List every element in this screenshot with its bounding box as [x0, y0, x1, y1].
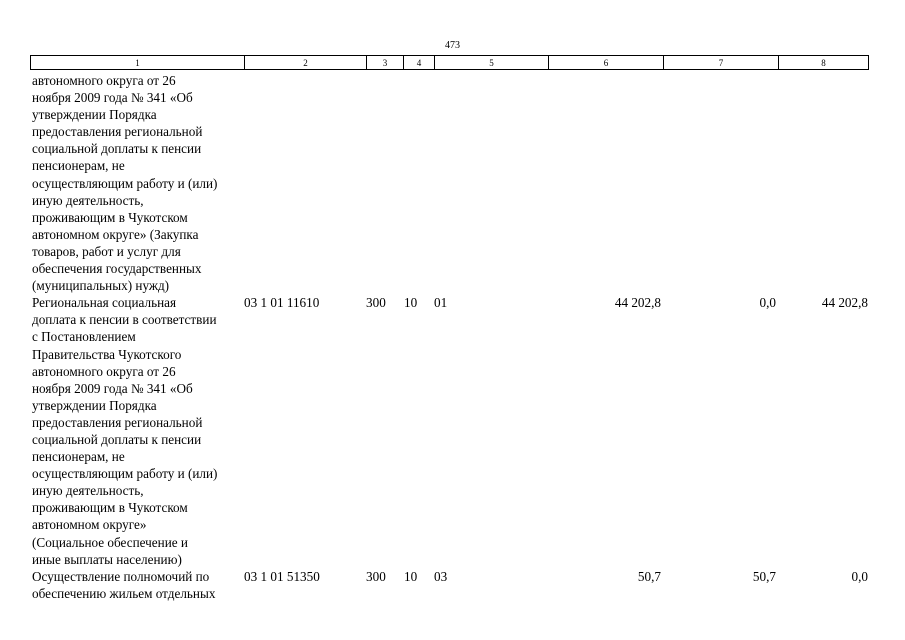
column-number: 1 — [31, 56, 245, 70]
amount-col7: 50,7 — [752, 568, 776, 584]
table-row — [30, 294, 870, 568]
budget-code: 03 1 01 11610 — [244, 295, 320, 311]
description-line: (муниципальных) нужд) — [32, 278, 170, 294]
description-line: Осуществление полномочий по — [32, 568, 210, 584]
description-line: автономном округе» (Закупка — [32, 226, 199, 242]
section-code: 10 — [404, 568, 418, 584]
description-line: иную деятельность, — [32, 192, 144, 208]
amount-col7: 0,0 — [759, 295, 776, 311]
description-line: (Социальное обеспечение и — [32, 534, 188, 550]
column-number: 8 — [779, 56, 869, 70]
description-line: осуществляющим работу и (или) — [32, 175, 218, 191]
description-line: пенсионерам, не — [32, 158, 125, 174]
description-line: осуществляющим работу и (или) — [32, 466, 218, 482]
description-line: социальной доплаты к пенсии — [32, 431, 202, 447]
expense-type-code: 300 — [366, 568, 386, 584]
section-code: 10 — [404, 295, 418, 311]
description-line: иную деятельность, — [32, 483, 144, 499]
column-number: 5 — [435, 56, 549, 70]
description-line: иные выплаты населению) — [32, 551, 182, 567]
subsection-code: 01 — [434, 295, 448, 311]
description-line: утверждении Порядка — [32, 107, 157, 123]
description-line: предоставления региональной — [32, 124, 203, 140]
description-line: доплата к пенсии в соответствии — [32, 312, 217, 328]
column-number: 4 — [404, 56, 435, 70]
description-line: предоставления региональной — [32, 414, 203, 430]
column-number: 6 — [549, 56, 664, 70]
table-body — [30, 72, 870, 602]
column-number: 2 — [245, 56, 367, 70]
description-line: Правительства Чукотского — [32, 346, 182, 362]
description-line: товаров, работ и услуг для — [32, 243, 181, 259]
description-line: автономного округа от 26 — [32, 73, 176, 88]
description-line: автономном округе» — [32, 517, 147, 533]
table-row — [30, 568, 870, 602]
amount-col8: 44 202,8 — [821, 295, 868, 311]
description-line: с Постановлением — [32, 329, 136, 345]
description-line: пенсионерам, не — [32, 449, 125, 465]
amount-col6: 50,7 — [637, 568, 661, 584]
description-line: проживающим в Чукотском — [32, 209, 188, 225]
description-line: социальной доплаты к пенсии — [32, 141, 202, 157]
column-number: 7 — [664, 56, 779, 70]
column-number-header — [30, 55, 869, 70]
page-number: 473 — [445, 40, 460, 51]
row-description — [30, 568, 246, 602]
subsection-code: 03 — [434, 568, 448, 584]
description-line: автономного округа от 26 — [32, 363, 176, 379]
description-line: обеспечения государственных — [32, 261, 202, 277]
amount-col6: 44 202,8 — [614, 295, 661, 311]
column-number: 3 — [367, 56, 404, 70]
description-line: ноября 2009 года № 341 «Об — [32, 380, 193, 396]
budget-code: 03 1 01 51350 — [244, 568, 320, 584]
description-line: ноября 2009 года № 341 «Об — [32, 90, 193, 106]
row-description — [30, 294, 246, 568]
description-line: обеспечению жильем отдельных — [32, 585, 216, 601]
row-description — [30, 72, 246, 294]
description-line: Региональная социальная — [32, 295, 177, 311]
description-line: утверждении Порядка — [32, 397, 157, 413]
expense-type-code: 300 — [366, 295, 386, 311]
table-row — [30, 72, 870, 294]
description-line: проживающим в Чукотском — [32, 500, 188, 516]
amount-col8: 0,0 — [851, 568, 868, 584]
